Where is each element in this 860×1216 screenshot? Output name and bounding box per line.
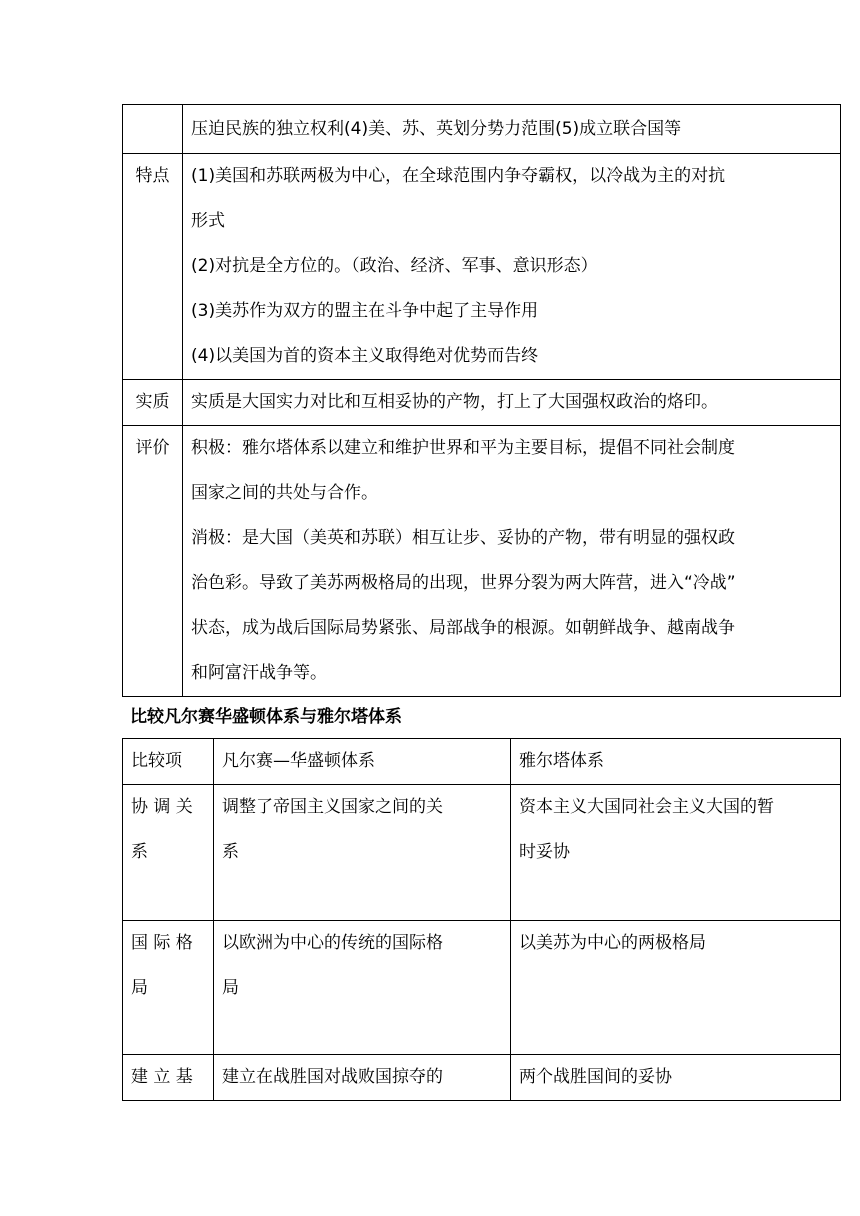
header-cell: 雅尔塔体系 (511, 739, 841, 785)
text-line: 国家之间的共处与合作。 (191, 483, 378, 503)
section-title: 比较凡尔赛华盛顿体系与雅尔塔体系 (130, 707, 402, 727)
text-line: 治色彩。导致了美苏两极格局的出现，世界分裂为两大阵营，进入“冷战” (191, 573, 736, 593)
row-label: 建 立 基 (123, 1055, 214, 1101)
row-content-evaluation (183, 426, 841, 697)
table-row (123, 105, 841, 154)
row-label-essence: 实质 (123, 380, 183, 426)
table-row (123, 380, 841, 426)
table-row (123, 426, 841, 697)
row-content (183, 105, 841, 154)
cell-yalta: 资本主义大国同社会主义大国的暂 时妥协 (511, 785, 841, 921)
row-label: 协 调 关 系 (123, 785, 214, 921)
text-line: 积极：雅尔塔体系以建立和维护世界和平为主要目标，提倡不同社会制度 (191, 438, 735, 458)
row-label (123, 105, 183, 154)
table-row (123, 1055, 841, 1101)
cell-versailles-washington: 建立在战胜国对战败国掠夺的 (214, 1055, 511, 1101)
text-line: (1)美国和苏联两极为中心，在全球范围内争夺霸权，以冷战为主的对抗 (191, 166, 726, 186)
row-label-evaluation: 评价 (123, 426, 183, 697)
header-cell: 比较项 (123, 739, 214, 785)
text-line: 压迫民族的独立权利(4)美、苏、英划分势力范围(5)成立联合国等 (191, 119, 682, 139)
text-line: 形式 (191, 211, 225, 231)
text-line: (4)以美国为首的资本主义取得绝对优势而告终 (191, 346, 539, 366)
text-line: 状态，成为战后国际局势紧张、局部战争的根源。如朝鲜战争、越南战争 (191, 618, 735, 638)
cell-yalta: 两个战胜国间的妥协 (511, 1055, 841, 1101)
text-line: (3)美苏作为双方的盟主在斗争中起了主导作用 (191, 301, 539, 321)
row-content-essence (183, 380, 841, 426)
text-line: (2)对抗是全方位的。（政治、经济、军事、意识形态） (191, 256, 598, 276)
text-line: 和阿富汗战争等。 (191, 663, 327, 683)
comparison-table (122, 738, 841, 1101)
text-line: 消极：是大国（美英和苏联）相互让步、妥协的产物，带有明显的强权政 (191, 528, 735, 548)
table-header-row (123, 739, 841, 785)
row-label: 国 际 格 局 (123, 921, 214, 1055)
text-line: 实质是大国实力对比和互相妥协的产物，打上了大国强权政治的烙印。 (191, 392, 718, 412)
row-content-features (183, 154, 841, 380)
row-label-features: 特点 (123, 154, 183, 380)
header-cell: 凡尔赛—华盛顿体系 (214, 739, 511, 785)
cell-versailles-washington: 调整了帝国主义国家之间的关 系 (214, 785, 511, 921)
cell-versailles-washington: 以欧洲为中心的传统的国际格 局 (214, 921, 511, 1055)
cell-yalta: 以美苏为中心的两极格局 (511, 921, 841, 1055)
table-row (123, 921, 841, 1055)
table-row (123, 785, 841, 921)
table-row (123, 154, 841, 380)
yalta-system-table (122, 104, 841, 697)
